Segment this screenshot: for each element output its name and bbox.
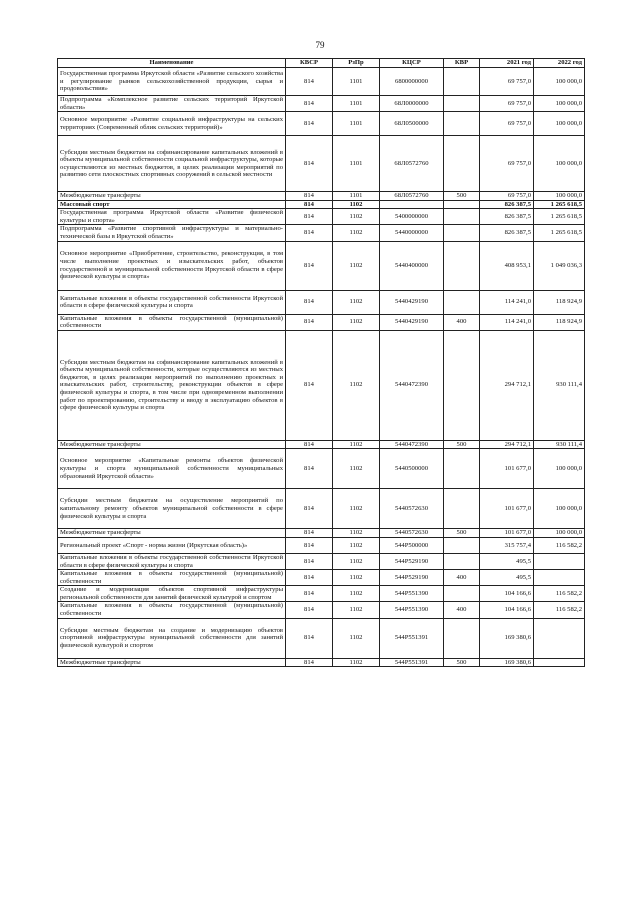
cell-name: Основное мероприятие «Капитальные ремонты объектов физической культуры и спорта муниципальной собственности муниципальных образований Иркутской области» bbox=[58, 449, 286, 489]
cell-kvsr: 814 bbox=[286, 96, 333, 112]
cell-name: Капитальные вложения в объекты государственной (муниципальной) собственности bbox=[58, 314, 286, 330]
cell-rzpr: 1102 bbox=[333, 314, 380, 330]
cell-kvsr: 814 bbox=[286, 330, 333, 440]
cell-y2021: 495,5 bbox=[480, 553, 534, 569]
budget-table bbox=[57, 58, 585, 667]
cell-y2021: 169 380,6 bbox=[480, 658, 534, 667]
cell-rzpr: 1102 bbox=[333, 241, 380, 290]
cell-rzpr: 1102 bbox=[333, 586, 380, 602]
cell-kvr: 500 bbox=[444, 192, 480, 201]
cell-kvsr: 814 bbox=[286, 658, 333, 667]
cell-y2022: 116 582,2 bbox=[534, 586, 585, 602]
cell-kvr bbox=[444, 290, 480, 314]
cell-kvr bbox=[444, 209, 480, 225]
cell-name: Подпрограмма «Комплексное развитие сельских территорий Иркутской области» bbox=[58, 96, 286, 112]
cell-y2021: 69 757,0 bbox=[480, 96, 534, 112]
cell-y2022: 100 000,0 bbox=[534, 449, 585, 489]
cell-kvsr: 814 bbox=[286, 440, 333, 449]
cell-kvr bbox=[444, 68, 480, 96]
table-row bbox=[58, 537, 585, 553]
cell-kvr bbox=[444, 330, 480, 440]
cell-y2022: 100 000,0 bbox=[534, 529, 585, 538]
cell-y2021: 104 166,6 bbox=[480, 602, 534, 618]
cell-kcsr: 5440500000 bbox=[380, 449, 444, 489]
cell-kvr bbox=[444, 241, 480, 290]
table-row bbox=[58, 489, 585, 529]
cell-kcsr: 68Л0572760 bbox=[380, 192, 444, 201]
cell-name: Капитальные вложения в объекты государственной собственности Иркутской области в сфере физической культуры и спорта bbox=[58, 290, 286, 314]
cell-y2022: 100 000,0 bbox=[534, 68, 585, 96]
table-row bbox=[58, 602, 585, 618]
cell-y2022: 1 049 036,3 bbox=[534, 241, 585, 290]
cell-name: Создание и модернизация объектов спортивной инфраструктуры региональной собственности для занятий физической культурой и спортом bbox=[58, 586, 286, 602]
cell-kcsr: 5440472390 bbox=[380, 330, 444, 440]
cell-kvr bbox=[444, 586, 480, 602]
cell-rzpr: 1102 bbox=[333, 225, 380, 241]
cell-kcsr: 5440000000 bbox=[380, 225, 444, 241]
cell-kvsr: 814 bbox=[286, 225, 333, 241]
cell-name: Государственная программа Иркутской области «Развитие сельского хозяйства и регулирование рынков сельскохозяйственной продукции, сырья и продовольствия» bbox=[58, 68, 286, 96]
header-rzpr: РзПр bbox=[333, 59, 380, 68]
cell-y2022 bbox=[534, 553, 585, 569]
cell-y2022 bbox=[534, 618, 585, 658]
table-row bbox=[58, 529, 585, 538]
cell-name: Капитальные вложения в объекты государственной (муниципальной) собственности bbox=[58, 602, 286, 618]
table-row bbox=[58, 618, 585, 658]
cell-kvr bbox=[444, 537, 480, 553]
cell-kvsr: 814 bbox=[286, 200, 333, 209]
cell-kvr bbox=[444, 136, 480, 192]
cell-y2021: 495,5 bbox=[480, 570, 534, 586]
cell-y2022: 118 924,9 bbox=[534, 314, 585, 330]
cell-y2021: 69 757,0 bbox=[480, 68, 534, 96]
cell-kcsr: 544P551391 bbox=[380, 618, 444, 658]
cell-y2021: 294 712,1 bbox=[480, 440, 534, 449]
cell-name: Субсидии местным бюджетам на осуществление мероприятий по капитальному ремонту объектов муниципальной собственности в сфере физической культуры и спорта bbox=[58, 489, 286, 529]
header-2021: 2021 год bbox=[480, 59, 534, 68]
cell-name: Региональный проект «Спорт - норма жизни (Иркутская область)» bbox=[58, 537, 286, 553]
cell-rzpr: 1101 bbox=[333, 136, 380, 192]
cell-kvr: 400 bbox=[444, 314, 480, 330]
table-row bbox=[58, 449, 585, 489]
cell-rzpr: 1102 bbox=[333, 553, 380, 569]
cell-rzpr: 1102 bbox=[333, 658, 380, 667]
cell-kcsr: 5440400000 bbox=[380, 241, 444, 290]
cell-y2022: 100 000,0 bbox=[534, 136, 585, 192]
cell-rzpr: 1102 bbox=[333, 440, 380, 449]
cell-name: Межбюджетные трансферты bbox=[58, 192, 286, 201]
cell-kvr: 500 bbox=[444, 440, 480, 449]
cell-y2021: 101 677,0 bbox=[480, 489, 534, 529]
cell-rzpr: 1102 bbox=[333, 537, 380, 553]
header-kvr: КВР bbox=[444, 59, 480, 68]
cell-kcsr bbox=[380, 200, 444, 209]
cell-kvr: 500 bbox=[444, 658, 480, 667]
cell-y2021: 826 387,5 bbox=[480, 200, 534, 209]
cell-rzpr: 1102 bbox=[333, 618, 380, 658]
table-row bbox=[58, 586, 585, 602]
cell-y2021: 826 387,5 bbox=[480, 209, 534, 225]
cell-y2022: 930 111,4 bbox=[534, 330, 585, 440]
table-row bbox=[58, 192, 585, 201]
table-row bbox=[58, 136, 585, 192]
cell-y2021: 101 677,0 bbox=[480, 449, 534, 489]
cell-kcsr: 5440429190 bbox=[380, 314, 444, 330]
cell-kvsr: 814 bbox=[286, 112, 333, 136]
cell-kvsr: 814 bbox=[286, 241, 333, 290]
cell-name: Государственная программа Иркутской области «Развитие физической культуры и спорта» bbox=[58, 209, 286, 225]
cell-kvsr: 814 bbox=[286, 537, 333, 553]
cell-rzpr: 1102 bbox=[333, 570, 380, 586]
table-row bbox=[58, 225, 585, 241]
cell-y2022: 1 265 618,5 bbox=[534, 200, 585, 209]
cell-kcsr: 68Л0000000 bbox=[380, 96, 444, 112]
cell-name: Массовый спорт bbox=[58, 200, 286, 209]
cell-kvr bbox=[444, 112, 480, 136]
cell-kcsr: 5440472390 bbox=[380, 440, 444, 449]
cell-y2022: 100 000,0 bbox=[534, 192, 585, 201]
cell-kcsr: 544P500000 bbox=[380, 537, 444, 553]
cell-kcsr: 5400000000 bbox=[380, 209, 444, 225]
cell-name: Капитальные вложения в объекты государственной (муниципальной) собственности bbox=[58, 570, 286, 586]
cell-kcsr: 544P529190 bbox=[380, 570, 444, 586]
table-row bbox=[58, 290, 585, 314]
cell-kcsr: 544P551390 bbox=[380, 586, 444, 602]
cell-kvsr: 814 bbox=[286, 192, 333, 201]
cell-y2022: 100 000,0 bbox=[534, 96, 585, 112]
cell-y2021: 114 241,0 bbox=[480, 290, 534, 314]
cell-kvsr: 814 bbox=[286, 314, 333, 330]
cell-y2022: 1 265 618,5 bbox=[534, 225, 585, 241]
table-row bbox=[58, 241, 585, 290]
cell-kvr: 400 bbox=[444, 570, 480, 586]
cell-y2021: 826 387,5 bbox=[480, 225, 534, 241]
cell-kvr bbox=[444, 449, 480, 489]
cell-kvr bbox=[444, 489, 480, 529]
cell-kcsr: 68Л0500000 bbox=[380, 112, 444, 136]
cell-kvsr: 814 bbox=[286, 529, 333, 538]
cell-y2021: 69 757,0 bbox=[480, 112, 534, 136]
cell-rzpr: 1101 bbox=[333, 112, 380, 136]
cell-rzpr: 1101 bbox=[333, 192, 380, 201]
header-name: Наименование bbox=[58, 59, 286, 68]
cell-kvr bbox=[444, 225, 480, 241]
cell-kcsr: 6800000000 bbox=[380, 68, 444, 96]
cell-y2021: 101 677,0 bbox=[480, 529, 534, 538]
cell-kcsr: 5440572630 bbox=[380, 489, 444, 529]
table-row bbox=[58, 209, 585, 225]
cell-kvr: 400 bbox=[444, 602, 480, 618]
table-row bbox=[58, 553, 585, 569]
cell-y2022: 100 000,0 bbox=[534, 489, 585, 529]
cell-y2022: 930 111,4 bbox=[534, 440, 585, 449]
cell-kcsr: 5440429190 bbox=[380, 290, 444, 314]
cell-kcsr: 544P551390 bbox=[380, 602, 444, 618]
cell-rzpr: 1101 bbox=[333, 68, 380, 96]
cell-rzpr: 1102 bbox=[333, 529, 380, 538]
cell-y2021: 69 757,0 bbox=[480, 192, 534, 201]
cell-kvsr: 814 bbox=[286, 570, 333, 586]
cell-kvr: 500 bbox=[444, 529, 480, 538]
cell-kvsr: 814 bbox=[286, 290, 333, 314]
cell-y2021: 294 712,1 bbox=[480, 330, 534, 440]
cell-kcsr: 5440572630 bbox=[380, 529, 444, 538]
cell-y2022 bbox=[534, 570, 585, 586]
cell-rzpr: 1102 bbox=[333, 290, 380, 314]
cell-y2021: 169 380,6 bbox=[480, 618, 534, 658]
cell-kcsr: 68Л0572760 bbox=[380, 136, 444, 192]
cell-y2022: 100 000,0 bbox=[534, 112, 585, 136]
cell-rzpr: 1102 bbox=[333, 209, 380, 225]
cell-y2021: 408 953,1 bbox=[480, 241, 534, 290]
header-2022: 2022 год bbox=[534, 59, 585, 68]
cell-kvr bbox=[444, 553, 480, 569]
page-number: 79 bbox=[315, 40, 325, 50]
cell-y2021: 69 757,0 bbox=[480, 136, 534, 192]
cell-rzpr: 1102 bbox=[333, 330, 380, 440]
cell-name: Основное мероприятие «Приобретение, строительство, реконструкция, в том числе выполнение проектных и изыскательских работ, объектов государственной и муниципальной собственности Иркутской области в сфере физической культуры и спорта» bbox=[58, 241, 286, 290]
cell-rzpr: 1102 bbox=[333, 200, 380, 209]
cell-name: Межбюджетные трансферты bbox=[58, 658, 286, 667]
cell-rzpr: 1101 bbox=[333, 96, 380, 112]
cell-kvsr: 814 bbox=[286, 553, 333, 569]
header-kcsr: КЦСР bbox=[380, 59, 444, 68]
cell-rzpr: 1102 bbox=[333, 489, 380, 529]
table-row bbox=[58, 112, 585, 136]
cell-kvsr: 814 bbox=[286, 449, 333, 489]
cell-kvsr: 814 bbox=[286, 618, 333, 658]
cell-kvsr: 814 bbox=[286, 602, 333, 618]
table-row bbox=[58, 96, 585, 112]
cell-kvsr: 814 bbox=[286, 489, 333, 529]
table-row bbox=[58, 570, 585, 586]
cell-y2021: 104 166,6 bbox=[480, 586, 534, 602]
cell-y2022 bbox=[534, 658, 585, 667]
cell-name: Основное мероприятие «Развитие социальной инфраструктуры на сельских территориях (Современный облик сельских территорий)» bbox=[58, 112, 286, 136]
cell-name: Субсидии местным бюджетам на создание и модернизацию объектов спортивной инфраструктуры муниципальной собственности для занятий физической культурой и спортом bbox=[58, 618, 286, 658]
cell-name: Межбюджетные трансферты bbox=[58, 440, 286, 449]
table-row bbox=[58, 440, 585, 449]
cell-kvr bbox=[444, 96, 480, 112]
table-row bbox=[58, 68, 585, 96]
cell-kvsr: 814 bbox=[286, 136, 333, 192]
cell-name: Подпрограмма «Развитие спортивной инфраструктуры и материально- технической базы в Иркутской области» bbox=[58, 225, 286, 241]
table-row bbox=[58, 658, 585, 667]
table-row bbox=[58, 200, 585, 209]
header-kvsr: КВСР bbox=[286, 59, 333, 68]
cell-name: Межбюджетные трансферты bbox=[58, 529, 286, 538]
cell-kvsr: 814 bbox=[286, 68, 333, 96]
table-row bbox=[58, 314, 585, 330]
cell-y2022: 116 582,2 bbox=[534, 537, 585, 553]
cell-kvr bbox=[444, 200, 480, 209]
cell-name: Капитальные вложения в объекты государственной собственности Иркутской области в сфере физической культуры и спорта bbox=[58, 553, 286, 569]
header-row bbox=[58, 59, 585, 68]
table-row bbox=[58, 330, 585, 440]
cell-y2022: 1 265 618,5 bbox=[534, 209, 585, 225]
cell-y2021: 114 241,0 bbox=[480, 314, 534, 330]
cell-y2022: 118 924,9 bbox=[534, 290, 585, 314]
cell-kvr bbox=[444, 618, 480, 658]
cell-kvsr: 814 bbox=[286, 209, 333, 225]
cell-name: Субсидии местным бюджетам на софинансирование капитальных вложений в объекты муниципальной собственности социальной инфраструктуры, которые осуществляются из местных бюджетов, в целях реализации мероприятий по развитию сети плоскостных спортивных сооружений в сельской местности bbox=[58, 136, 286, 192]
cell-rzpr: 1102 bbox=[333, 602, 380, 618]
cell-kvsr: 814 bbox=[286, 586, 333, 602]
cell-y2022: 116 582,2 bbox=[534, 602, 585, 618]
cell-kcsr: 544P551391 bbox=[380, 658, 444, 667]
cell-name: Субсидии местным бюджетам на софинансирование капитальных вложений в объекты муниципальной собственности, которые осуществляются из местных бюджетов, в целях реализации мероприятий по выполнению проектных и изыскательских работ, строительству, реконструкции объектов в сфере физической культуры и спорта, в том числе при одновременном выполнении работ по проектированию, строительству и вводу в эксплуатацию объектов в сфере физической культуры и спорта bbox=[58, 330, 286, 440]
cell-rzpr: 1102 bbox=[333, 449, 380, 489]
cell-y2021: 315 757,4 bbox=[480, 537, 534, 553]
cell-kcsr: 544P529190 bbox=[380, 553, 444, 569]
